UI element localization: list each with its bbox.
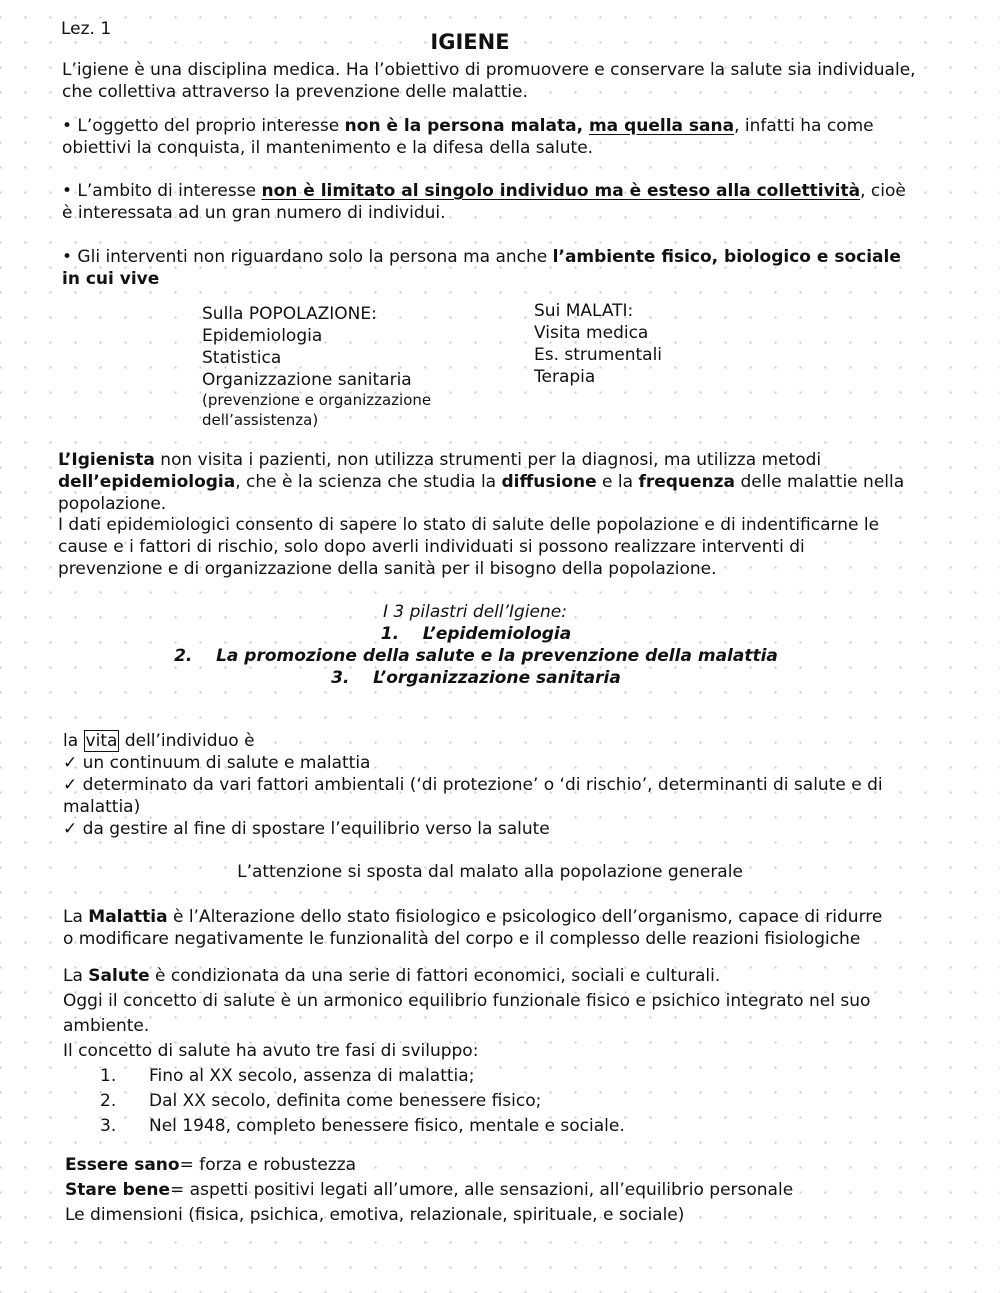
pillar-item: [0, 667, 952, 689]
bullet-interventions-line-2: in cui vive: [62, 269, 160, 289]
disease-post: è l’Alterazione dello stato fisiologico e psicologico dell’organismo, capace di ridurre: [167, 907, 883, 927]
pillar-text: L’epidemiologia: [422, 624, 572, 644]
definition-term: Essere sano: [65, 1155, 180, 1175]
population-note-1: (prevenzione e organizzazione: [202, 391, 432, 409]
definition-essere-sano: [65, 1154, 356, 1176]
definition-term: Stare bene: [65, 1180, 171, 1200]
bullet-scope-pre: • L’ambito di interesse: [62, 181, 262, 201]
life-line: [63, 730, 255, 752]
epidemiology-bold: dell’epidemiologia: [58, 472, 236, 492]
disease-line-1: [63, 906, 882, 928]
bullet-scope-line-2: è interessata ad un gran numero di individui.: [62, 203, 446, 223]
check-item: ✓ da gestire al fine di spostare l’equilibrio verso la salute: [63, 819, 550, 839]
bullet-scope-bold-underline: non è limitato al singolo individuo ma è esteso alla collettività: [261, 181, 861, 201]
health-line-3: ambiente.: [63, 1016, 150, 1036]
bullet-object-post: , infatti ha come: [734, 116, 874, 136]
phase-text: Dal XX secolo, definita come benessere fisico;: [149, 1091, 542, 1111]
sick-heading: Sui MALATI:: [534, 301, 634, 321]
phase-number: 3.: [100, 1116, 117, 1136]
pillar-item: [0, 645, 952, 667]
sick-item: Es. strumentali: [534, 345, 663, 365]
lesson-label: Lez. 1: [61, 19, 112, 39]
pillar-item: [0, 623, 952, 645]
life-post: dell’individuo è: [119, 731, 255, 751]
bullet-object-pre: • L’oggetto del proprio interesse: [62, 116, 345, 136]
definition-text: = forza e robustezza: [179, 1155, 357, 1175]
check-item: ✓ un continuum di salute e malattia: [63, 753, 371, 773]
pillar-number: 1.: [380, 624, 400, 644]
pillar-text: La promozione della salute e la prevenzione della malattia: [216, 646, 778, 666]
pillars-heading: I 3 pilastri dell’Igiene:: [383, 602, 567, 622]
health-line-2: Oggi il concetto di salute è un armonico equilibrio funzionale fisico e psichico integrato nel suo: [63, 991, 871, 1011]
dimensions-line: Le dimensioni (fisica, psichica, emotiva, relazionale, spirituale, e sociale): [65, 1205, 685, 1225]
page-title: IGIENE: [430, 30, 510, 54]
disease-pre: La: [63, 907, 89, 927]
hygienist-line-4: I dati epidemiologici consento di sapere lo stato di salute delle popolazione e di indentificarne le: [58, 515, 880, 535]
disease-line-2: o modificare negativamente le funzionalità del corpo e il complesso delle reazioni fisiologiche: [63, 929, 861, 949]
hygienist-text: e la: [596, 472, 639, 492]
sick-item: Terapia: [534, 367, 596, 387]
intro-line-2: che collettiva attraverso la prevenzione delle malattie.: [62, 82, 528, 102]
attention-statement: L’attenzione si sposta dal malato alla popolazione generale: [237, 862, 743, 882]
frequency-bold: frequenza: [638, 472, 736, 492]
phase-text: Nel 1948, completo benessere fisico, mentale e sociale.: [149, 1116, 625, 1136]
disease-bold: Malattia: [88, 907, 168, 927]
health-line-4: Il concetto di salute ha avuto tre fasi di sviluppo:: [63, 1041, 479, 1061]
health-line-1: [63, 965, 720, 987]
health-pre: La: [63, 966, 89, 986]
population-heading: Sulla POPOLAZIONE:: [202, 304, 377, 324]
definition-stare-bene: [65, 1179, 793, 1201]
bullet-interventions: [62, 246, 901, 268]
population-item: Statistica: [202, 348, 282, 368]
pillar-number: 2.: [174, 646, 193, 666]
hygienist-line-5: cause e i fattori di rischio, solo dopo averli individuati si possono realizzare interventi di: [58, 537, 805, 557]
bullet-object-bold-underline: ma quella sana: [588, 116, 735, 136]
check-item: ✓ determinato da vari fattori ambientali (‘di protezione’ o ‘di rischio’, determinanti di salute e di: [63, 775, 883, 795]
hygienist-line-2: [58, 471, 904, 493]
bullet-scope-post: , cioè: [860, 181, 906, 201]
hygienist-line-1: [58, 449, 821, 471]
bullet-scope: [62, 180, 906, 202]
hygienist-text: delle malattie nella: [735, 472, 905, 492]
population-note-2: dell’assistenza): [202, 411, 319, 429]
health-post: è condizionata da una serie di fattori economici, sociali e culturali.: [149, 966, 721, 986]
bullet-object-line-2: obiettivi la conquista, il mantenimento e la difesa della salute.: [62, 138, 594, 158]
bullet-object-bold: non è la persona malata,: [344, 116, 589, 136]
life-boxed-word: vita: [85, 731, 118, 751]
bullet-interventions-bold: l’ambiente fisico, biologico e sociale: [552, 247, 901, 267]
hygienist-text: non visita i pazienti, non utilizza strumenti per la diagnosi, ma utilizza metodi: [154, 450, 822, 470]
population-item: Organizzazione sanitaria: [202, 370, 412, 390]
hygienist-text: , che è la scienza che studia la: [235, 472, 502, 492]
hygienist-line-3: popolazione.: [58, 494, 167, 514]
sick-item: Visita medica: [534, 323, 649, 343]
check-item-continued: malattia): [63, 797, 141, 817]
phase-text: Fino al XX secolo, assenza di malattia;: [149, 1066, 475, 1086]
pillar-number: 3.: [331, 668, 350, 688]
pillar-text: L’organizzazione sanitaria: [373, 668, 621, 688]
hygienist-line-6: prevenzione e di organizzazione della sanità per il bisogno della popolazione.: [58, 559, 717, 579]
definition-text: = aspetti positivi legati all’umore, alle sensazioni, all’equilibrio personale: [170, 1180, 794, 1200]
hygienist-bold: L’Igienista: [58, 450, 155, 470]
phase-number: 1.: [100, 1066, 117, 1086]
bullet-interventions-pre: • Gli interventi non riguardano solo la persona ma anche: [62, 247, 553, 267]
bullet-object: [62, 115, 874, 137]
phase-number: 2.: [100, 1091, 117, 1111]
life-pre: la: [63, 731, 84, 751]
intro-line-1: L’igiene è una disciplina medica. Ha l’obiettivo di promuovere e conservare la salute sia individuale,: [62, 60, 916, 80]
diffusion-bold: diffusione: [501, 472, 597, 492]
population-item: Epidemiologia: [202, 326, 323, 346]
health-bold: Salute: [88, 966, 150, 986]
